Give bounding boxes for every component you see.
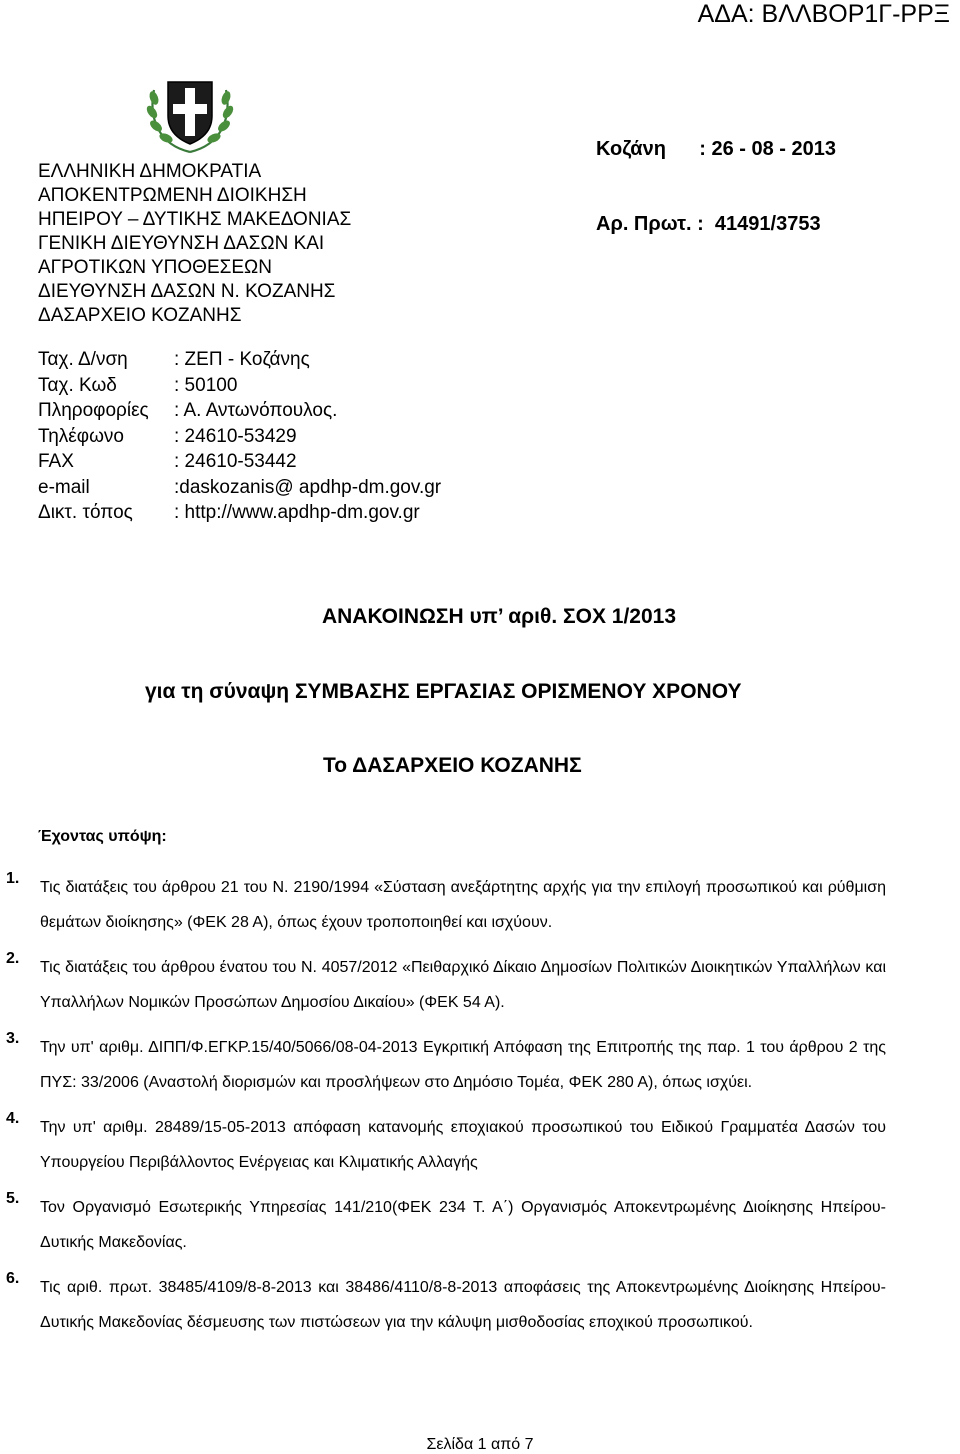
announcement-title-wrap bbox=[0, 605, 960, 629]
issuer-line: Το ΔΑΣΑΡΧΕΙΟ ΚΟΖΑΝΗΣ bbox=[323, 754, 582, 777]
page-number-footer: Σελίδα 1 από 7 bbox=[426, 1436, 534, 1453]
announcement-subtitle: για τη σύναψη ΣΥΜΒΑΣΗΣ ΕΡΓΑΣΙΑΣ ΟΡΙΣΜΕΝΟΥ ΧΡΟΝΟΥ bbox=[145, 680, 742, 703]
item-number: 3. bbox=[6, 1030, 20, 1047]
contact-label: e-mail bbox=[38, 476, 90, 498]
item-number: 6. bbox=[6, 1270, 20, 1287]
having-regard-heading: Έχοντας υπόψη: bbox=[38, 828, 167, 845]
contact-value: : Α. Αντωνόπουλος. bbox=[174, 400, 338, 421]
header-line: ΔΑΣΑΡΧΕΙΟ ΚΟΖΑΝΗΣ bbox=[38, 305, 242, 326]
protocol-number: Αρ. Πρωτ. : 41491/3753 bbox=[596, 213, 821, 235]
item-text: Τον Οργανισμό Εσωτερικής Υπηρεσίας 141/210(ΦΕΚ 234 Τ. Α΄) Οργανισμός Αποκεντρωμένης Διοίκησης Ηπείρου-Δυτικής Μακεδονίας. bbox=[40, 1199, 886, 1251]
contact-label: Πληροφορίες bbox=[38, 400, 149, 421]
list-item bbox=[0, 1030, 960, 1100]
announcement-title: ΑΝΑΚΟΙΝΩΣΗ υπ’ αριθ. ΣΟΧ 1/2013 bbox=[321, 605, 677, 628]
contact-label: FAX bbox=[38, 451, 74, 472]
contact-value: :daskozanis@ apdhp-dm.gov.gr bbox=[174, 476, 442, 498]
contact-value: : ΖΕΠ - Κοζάνης bbox=[174, 349, 310, 370]
document-date: Κοζάνη : 26 - 08 - 2013 bbox=[596, 138, 837, 160]
contact-value: : 50100 bbox=[174, 374, 238, 396]
ada-code: ΑΔΑ: ΒΛΛΒΟΡ1Γ-ΡΡΞ bbox=[697, 0, 950, 28]
item-number: 4. bbox=[6, 1110, 20, 1127]
item-number: 1. bbox=[6, 870, 20, 887]
list-item bbox=[0, 1270, 960, 1340]
contact-label: Ταχ. Κωδ bbox=[38, 374, 117, 396]
contact-label: Δικτ. τόπος bbox=[38, 502, 133, 523]
list-item bbox=[0, 950, 960, 1020]
list-item bbox=[0, 870, 960, 940]
contact-label: Τηλέφωνο bbox=[38, 425, 124, 447]
header-line: ΑΓΡΟΤΙΚΩΝ ΥΠΟΘΕΣΕΩΝ bbox=[38, 257, 272, 278]
list-item bbox=[0, 1110, 960, 1180]
item-text: Τις αριθ. πρωτ. 38485/4109/8-8-2013 και 38486/4110/8-8-2013 αποφάσεις της Αποκεντρωμένης Διοίκησης Ηπείρου-Δυτικής Μακεδονίας δέσμευσης των πιστώσεων για την κάλυψη μισθοδοσίας εποχικού προσωπικού. bbox=[40, 1279, 886, 1331]
contact-value: : http://www.apdhp-dm.gov.gr bbox=[174, 502, 420, 523]
contact-value: : 24610-53442 bbox=[174, 451, 297, 472]
item-text: Τις διατάξεις του άρθρου 21 του Ν. 2190/1994 «Σύσταση ανεξάρτητης αρχής για την επιλογή προσωπικού και ρύθμιση θεμάτων διοίκησης» (ΦΕΚ 28 Α), όπως έχουν τροποποιηθεί και ισχύουν. bbox=[40, 879, 886, 931]
greek-coat-of-arms-icon bbox=[140, 60, 240, 160]
item-number: 2. bbox=[6, 950, 20, 967]
date-protocol-block bbox=[596, 87, 836, 262]
header-line: ΑΠΟΚΕΝΤΡΩΜΕΝΗ ΔΙΟΙΚΗΣΗ bbox=[38, 185, 307, 206]
header-line: ΔΙΕΥΘΥΝΣΗ ΔΑΣΩΝ Ν. ΚΟΖΑΝΗΣ bbox=[38, 281, 336, 302]
contact-label: Ταχ. Δ/νση bbox=[38, 349, 128, 370]
header-line: ΕΛΛΗΝΙΚΗ ΔΗΜΟΚΡΑΤΙΑ bbox=[38, 161, 262, 182]
list-item bbox=[0, 1190, 960, 1260]
item-text: Την υπ' αριθμ. 28489/15-05-2013 απόφαση κατανομής εποχιακού προσωπικού του Ειδικού Γραμματέα Δασών του Υπουργείου Περιβάλλοντος Ενέργειας και Κλιματικής Αλλαγής bbox=[40, 1119, 886, 1171]
item-text: Την υπ' αριθμ. ΔΙΠΠ/Φ.ΕΓΚΡ.15/40/5066/08-04-2013 Εγκριτική Απόφαση της Επιτροπής της παρ. 1 του άρθρου 2 της ΠΥΣ: 33/2006 (Αναστολή διορισμών και προσλήψεων στο Δημόσιο Τομέα, ΦΕΚ 280 Α), όπως ισχύει. bbox=[40, 1039, 886, 1091]
legal-basis-list bbox=[0, 870, 960, 1350]
item-number: 5. bbox=[6, 1190, 20, 1207]
item-text: Τις διατάξεις του άρθρου ένατου του Ν. 4057/2012 «Πειθαρχικό Δίκαιο Δημοσίων Πολιτικών Διοικητικών Υπαλλήλων και Υπαλλήλων Νομικών Προσώπων Δημοσίου Δικαίου» (ΦΕΚ 54 Α). bbox=[40, 959, 886, 1011]
issuing-authority-header bbox=[38, 160, 351, 328]
header-line: ΗΠΕΙΡΟΥ – ΔΥΤΙΚΗΣ ΜΑΚΕΔΟΝΙΑΣ bbox=[38, 209, 352, 230]
header-line: ΓΕΝΙΚΗ ΔΙΕΥΘΥΝΣΗ ΔΑΣΩΝ ΚΑΙ bbox=[38, 233, 325, 254]
contact-value: : 24610-53429 bbox=[174, 425, 297, 447]
